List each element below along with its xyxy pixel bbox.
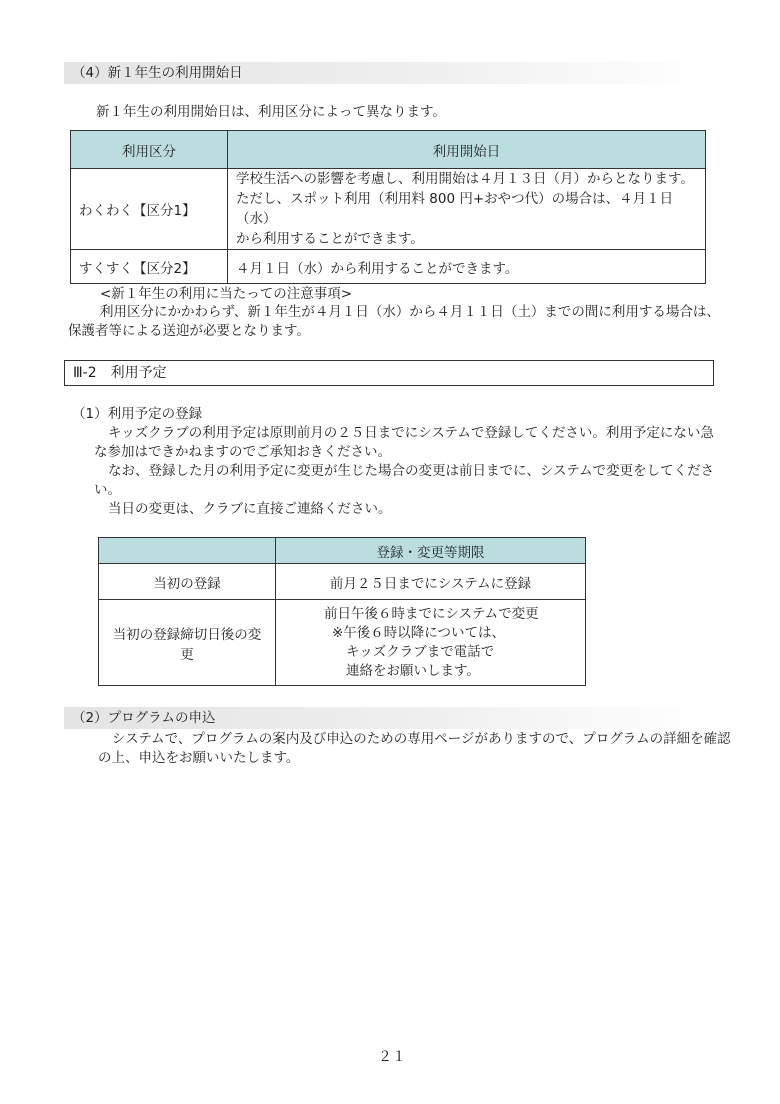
table-cell-line: ただし、スポット利用（利用料 800 円+おやつ代）の場合は、４月１日（水） bbox=[236, 191, 674, 227]
paragraph-line: システムで、プログラムの案内及び申込のための専用ページがありますので、プログラムの詳細を確認 bbox=[112, 731, 731, 747]
table-row bbox=[71, 250, 706, 284]
table-header-deadline: 登録・変更等期限 bbox=[276, 538, 586, 564]
start-date-table bbox=[70, 130, 706, 284]
note-line: 保護者等による送迎が必要となります。 bbox=[68, 323, 310, 339]
table-cell-category: わくわく【区分1】 bbox=[71, 169, 228, 250]
table-header-start-date: 利用開始日 bbox=[228, 131, 706, 169]
table-cell-line: ※午後６時以降については、 bbox=[332, 624, 506, 641]
table-header-empty bbox=[99, 538, 276, 564]
table-cell-line: 連絡をお願いします。 bbox=[346, 662, 480, 679]
section-heading-4: （4）新１年生の利用開始日 bbox=[64, 62, 708, 84]
table-cell-start bbox=[228, 169, 706, 250]
subsection-heading-1: （1）利用予定の登録 bbox=[72, 406, 203, 422]
subsection-heading-2: （2）プログラムの申込 bbox=[64, 707, 708, 729]
table-cell-line: ４月１日（水）から利用することができます。 bbox=[236, 260, 519, 277]
table-cell-start bbox=[228, 250, 706, 284]
table-cell-label: 当初の登録締切日後の変更 bbox=[99, 600, 276, 686]
table-cell-label: 当初の登録 bbox=[99, 564, 276, 600]
page-number: ２１ bbox=[378, 1049, 406, 1065]
table-cell-line: キッズクラブまで電話で bbox=[346, 643, 495, 660]
section-title-box: Ⅲ-2 利用予定 bbox=[64, 360, 714, 386]
note-line: 利用区分にかかわらず、新１年生が４月１日（水）から４月１１日（土）までの間に利用する場合は、 bbox=[100, 304, 720, 320]
paragraph-line: 当日の変更は、クラブに直接ご連絡ください。 bbox=[108, 501, 392, 517]
paragraph-line: キッズクラブの利用予定は原則前月の２５日までにシステムで登録してください。利用予定にない急 bbox=[108, 425, 714, 441]
table-cell-line: 学校生活への影響を考慮し、利用開始は４月１３日（月）からとなります。 bbox=[236, 171, 694, 187]
paragraph-line: な参加はできかねますのでご承知おきください。 bbox=[94, 444, 391, 460]
table-cell-deadline: 前月２５日までにシステムに登録 bbox=[276, 564, 586, 600]
table-row bbox=[99, 600, 586, 686]
section-4-intro: 新１年生の利用開始日は、利用区分によって異なります。 bbox=[96, 104, 446, 120]
table-row bbox=[99, 564, 586, 600]
table-row bbox=[71, 169, 706, 250]
table-cell-line: から利用することができます。 bbox=[236, 231, 424, 247]
deadline-table bbox=[98, 537, 586, 686]
paragraph-line: い。 bbox=[94, 482, 121, 498]
table-cell-line: 前日午後６時までにシステムで変更 bbox=[324, 605, 539, 622]
table-header-category: 利用区分 bbox=[71, 131, 228, 169]
paragraph-line: なお、登録した月の利用予定に変更が生じた場合の変更は前日までに、システムで変更をしてくださ bbox=[108, 463, 715, 479]
table-cell-category: すくすく【区分2】 bbox=[71, 250, 228, 284]
note-title: <新１年生の利用に当たっての注意事項> bbox=[100, 286, 353, 302]
table-cell-deadline bbox=[276, 600, 586, 686]
paragraph-line: の上、申込をお願いいたします。 bbox=[98, 750, 300, 766]
